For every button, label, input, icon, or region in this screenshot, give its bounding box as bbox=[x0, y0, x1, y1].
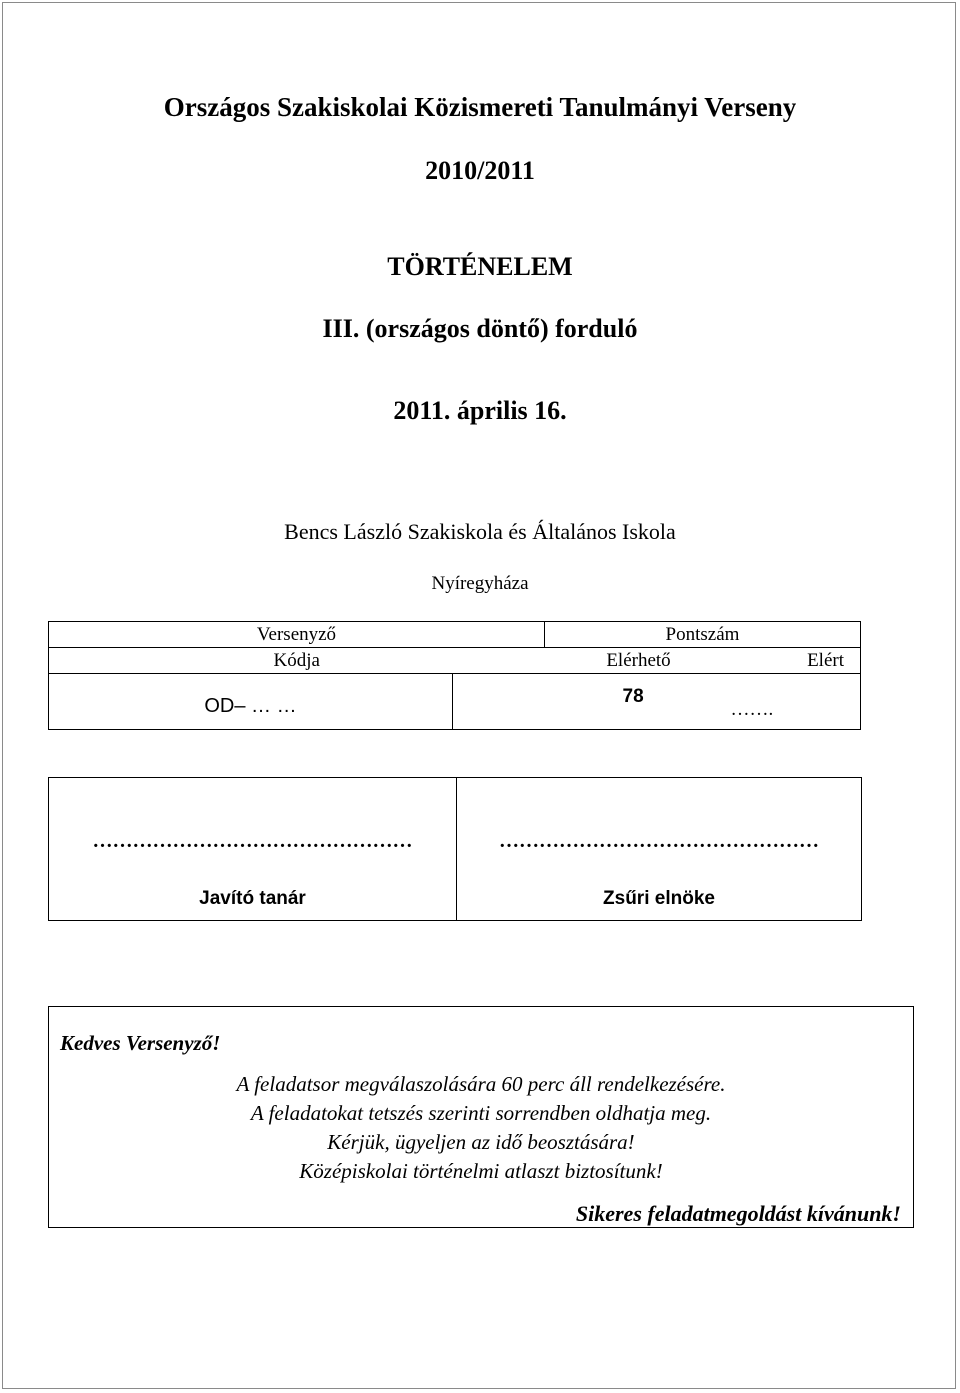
score-header: Pontszám bbox=[545, 622, 861, 648]
achieved-label: Elért bbox=[727, 648, 861, 674]
code-label: Kódja bbox=[49, 648, 545, 674]
achieved-score-cell[interactable] bbox=[727, 674, 861, 730]
jury-signature-line: ………………………………………… bbox=[499, 830, 819, 852]
city-name: Nyíregyháza bbox=[431, 573, 529, 594]
code-cell[interactable] bbox=[49, 674, 453, 730]
competitor-code: OD– … … bbox=[204, 695, 297, 717]
exam-date: 2011. április 16. bbox=[393, 396, 567, 425]
score-table bbox=[48, 621, 861, 730]
max-score-value: 78 bbox=[622, 685, 644, 707]
jury-label: Zsűri elnöke bbox=[603, 888, 715, 909]
round-label: III. (országos döntő) forduló bbox=[322, 314, 638, 343]
instructions-closing: Sikeres feladatmegoldást kívánunk! bbox=[575, 1201, 901, 1226]
grader-signature-cell[interactable] bbox=[49, 778, 457, 921]
instructions-box bbox=[48, 1006, 914, 1228]
grader-label: Javító tanár bbox=[199, 888, 306, 909]
code-extra-cell bbox=[453, 674, 545, 730]
competition-title: Országos Szakiskolai Közismereti Tanulmányi Verseny bbox=[163, 92, 797, 122]
instruction-line: A feladatokat tetszés szerinti sorrendben oldhatja meg. bbox=[250, 1101, 712, 1125]
jury-signature-cell[interactable] bbox=[457, 778, 862, 921]
instruction-line: A feladatsor megválaszolására 60 perc áll rendelkezésére. bbox=[236, 1072, 726, 1096]
instruction-line: Középiskolai történelmi atlaszt biztosítunk! bbox=[299, 1159, 663, 1183]
instructions-lines bbox=[49, 1070, 913, 1186]
competitor-header: Versenyző bbox=[49, 622, 545, 648]
instructions-greeting: Kedves Versenyző! bbox=[60, 1031, 221, 1055]
school-year: 2010/2011 bbox=[425, 156, 535, 185]
max-label: Elérhető bbox=[545, 648, 727, 674]
grader-signature-line: ………………………………………… bbox=[92, 830, 413, 852]
signature-table bbox=[48, 777, 862, 921]
max-score-cell bbox=[545, 674, 727, 730]
achieved-score-value: ……. bbox=[730, 698, 774, 720]
school-name: Bencs László Szakiskola és Általános Iskola bbox=[284, 519, 676, 544]
subject-title: TÖRTÉNELEM bbox=[387, 252, 573, 281]
instruction-line: Kérjük, ügyeljen az idő beosztására! bbox=[327, 1130, 635, 1154]
